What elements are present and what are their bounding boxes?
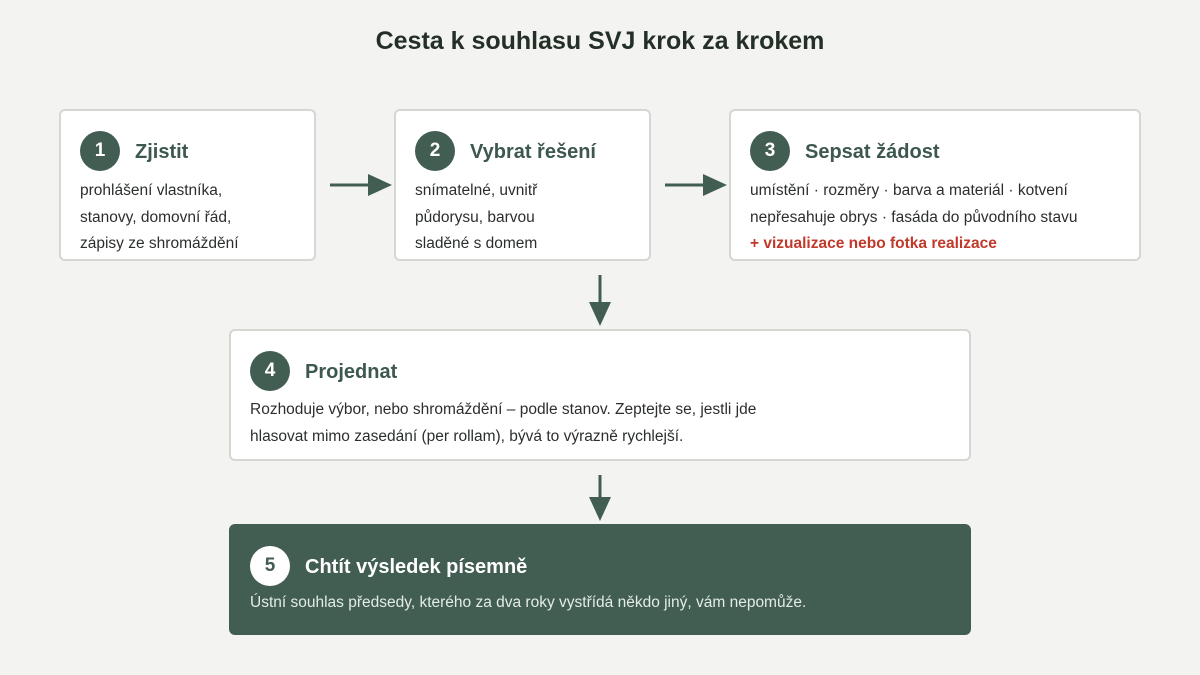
arrow-step4-to-step5-icon [589, 475, 611, 521]
step-title: Sepsat žádost [805, 141, 940, 163]
step-line: prohlášení vlastníka, [80, 182, 223, 199]
step-line: sladěné s domem [415, 235, 538, 252]
step-number-badge: 5 [250, 546, 290, 586]
step-title: Vybrat řešení [470, 141, 596, 163]
step-line: půdorysu, barvou [415, 208, 535, 226]
step-note: + vizualizace nebo fotka realizace [750, 235, 997, 252]
step-number-badge: 2 [415, 131, 455, 171]
arrow-step1-to-step2-icon [330, 174, 392, 196]
step-number-badge: 4 [250, 351, 290, 391]
step-number-badge: 3 [750, 131, 790, 171]
step-line: nepřesahuje obrys · fasáda do původního stavu [750, 208, 1078, 226]
step-title: Zjistit [135, 141, 189, 163]
step-line: stanovy, domovní řád, [80, 208, 232, 226]
step-title: Projednat [305, 361, 398, 383]
step-number-badge: 1 [80, 131, 120, 171]
step-line: hlasovat mimo zasedání (per rollam), bývá to výrazně rychlejší. [250, 427, 684, 445]
step-line: umístění · rozměry · barva a materiál · kotvení [750, 182, 1068, 199]
step-line: Ústní souhlas předsedy, kterého za dva roky vystřídá někdo jiný, vám nepomůže. [250, 594, 807, 611]
step-line: zápisy ze shromáždění [80, 235, 239, 252]
diagram-title: Cesta k souhlasu SVJ krok za krokem [375, 27, 825, 55]
arrow-step3-to-step4-icon [589, 275, 611, 326]
arrow-step2-to-step3-icon [665, 174, 727, 196]
step-line: Rozhoduje výbor, nebo shromáždění – podle stanov. Zeptejte se, jestli jde [250, 401, 757, 418]
step-title: Chtít výsledek písemně [305, 556, 528, 578]
step-line: snímatelné, uvnitř [415, 182, 538, 199]
